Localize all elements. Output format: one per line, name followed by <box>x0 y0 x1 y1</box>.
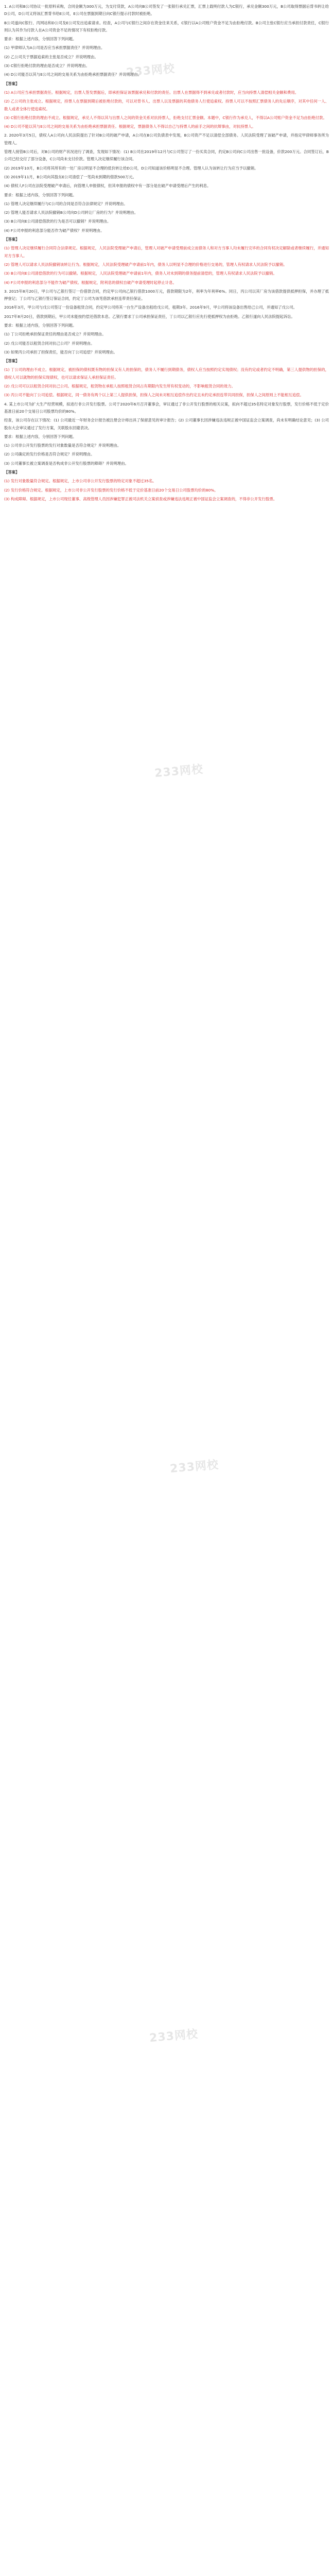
document-body <box>0 0 333 503</box>
watermark: 233网校 <box>169 1458 220 1476</box>
document-paragraph: (3) B公司向E公司清偿借款的行为是否可以撤销？并说明理由。 <box>4 219 111 224</box>
document-paragraph: (4) D公司不能以其与E公司之间的交易关系为由拒绝承担票据责任。根据规定，票据债务人不得以自己与持票人的前手之间的抗辩事由，对抗持票人。 <box>4 124 256 129</box>
document-paragraph: (1) 甲律师认为A公司是否应当承担票据责任？并说明理由。 <box>4 45 105 50</box>
document-paragraph: (3) 构成障碍。根据规定，上市公司现任董事、高级管理人员因涉嫌犯罪正被司法机关立案侦查或涉嫌违法违规正被中国证监会立案调查的，不得非公开发行股票。 <box>4 496 277 501</box>
document-paragraph: 2017年8月20日，借款到期后，甲公司未能按约偿还借款本息。乙银行要求丁公司承担保证责任，丁公司以乙银行应先行使抵押权为由拒绝。乙银行遂向人民法院提起诉讼。 <box>4 314 295 319</box>
document-paragraph: 2. 2020年3月5日，债权人A公司向人民法院提出了针对B公司的破产申请，A公司在B公司负债表中发现，B公司资产不足以清偿全部债务。人民法院受理了该破产申请，并指定甲律师事务所为管理人。 <box>4 133 329 145</box>
document-paragraph: (4) F公司申报的利息部分不能作为破产债权。根据规定，附利息的债权自破产申请受理时起停止计息。 <box>4 280 177 285</box>
document-paragraph: (3) 2019年11月，B公司向其股东E公司清偿了一笔尚未到期的借款500万元。 <box>4 174 137 179</box>
document-paragraph: (2) 管理人可以请求人民法院撤销该转让行为。根据规定，人民法院受理破产申请前1年内，债务人以明显不合理的价格进行交易的，管理人有权请求人民法院予以撤销。 <box>4 262 287 267</box>
document-paragraph: 经查，该公司存在以下情况：(1) 公司最近一年财务会计报告被注册会计师出具了保留意见的审计报告；(2) 公司董事长因涉嫌违法违规正被中国证监会立案调查，尚未有明确结论意见；(3) 公司股东大会审议通过了发行方案，关联股东回避表决。 <box>4 418 329 430</box>
document-paragraph: (4) 债权人F公司在法院受理破产申请后，向管理人申报债权，但其申报的债权中有一部分是在破产申请受理后产生的利息。 <box>4 183 211 189</box>
document-paragraph: (2) 管理人能否请求人民法院撤销B公司向D公司转让厂房的行为？并说明理由。 <box>4 210 138 215</box>
document-paragraph: 4. 某上市公司为扩大生产经营规模，拟进行非公开发行股票。公司于2020年6月召开董事会，审议通过了非公开发行股票的相关议案，拟向不超过35名特定对象发行股票，发行价格不低于定价基准日前20个交易日公司股票均价的80%。 <box>4 401 329 414</box>
document-paragraph: (2) 公司确定的发行价格是否符合规定？并说明理由。 <box>4 452 95 457</box>
document-paragraph: 【答案】 <box>4 81 20 86</box>
document-paragraph: (1) 管理人决定继续履行与C公司的合同是否符合法律规定？并说明理由。 <box>4 201 128 206</box>
document-paragraph: (2) 2019年10月，B公司将其所有的一处厂房以明显不合理的低价转让给D公司，D公司知道该价格明显不合理。管理人认为该转让行为应当予以撤销。 <box>4 165 258 171</box>
document-paragraph: 3. 2015年8月20日，甲公司与乙银行签订一份借款合同，约定甲公司向乙银行借款1000万元，借款期限为2年，利率为年利率6%。同日，丙公司以其厂房为该借款提供抵押担保，并办理了抵押登记；丁公司与乙银行签订保证合同，约定丁公司为该笔借款承担连带责任保证。 <box>4 289 329 301</box>
document-paragraph: (4) F公司申报的利息部分能否作为破产债权？并说明理由。 <box>4 228 104 233</box>
document-paragraph: (1) 管理人决定继续履行合同符合法律规定。根据规定，人民法院受理破产申请后，管理人对破产申请受理前成立而债务人和对方当事人均未履行完毕的合同有权决定解除或者继续履行，并通知对方当事人。 <box>4 246 329 258</box>
document-paragraph: 要求：根据上述内容，分别回答下列问题。 <box>4 434 77 439</box>
document-paragraph: B公司遂向C银行、丙网站和D公司及E公司发出追索请求。经查，A公司与C银行之间存在资金往来关系，C银行以A公司账户资金不足为由拒绝付款。B公司主张C银行应当承担付款责任，C银行则认为其作为付款人在A公司资金不足的情况下有权拒绝付款。 <box>4 20 329 32</box>
document-paragraph: 要求：根据上述内容，分别回答下列问题。 <box>4 323 77 328</box>
document-paragraph: (3) 公司董事长被立案调查是否构成非公开发行股票的障碍？并说明理由。 <box>4 461 129 466</box>
document-paragraph: (3) B公司向E公司清偿借款的行为可以撤销。根据规定，人民法院受理破产申请前1年内，债务人对未到期的债务提前清偿的，管理人有权请求人民法院予以撤销。 <box>4 271 277 276</box>
document-paragraph: 2016年3月，甲公司与戊公司签订一份设备租赁合同，约定甲公司将其一台生产设备出租给戊公司，租期3年。2016年9月，甲公司将该设备出售给己公司，并通知了戊公司。 <box>4 305 297 310</box>
document-paragraph: (3) 丙公司不能向丁公司追偿。根据规定，同一债务有两个以上第三人提供担保，担保人之间未对相互追偿作出约定且未约定承担连带共同担保，担保人之间原则上不能相互追偿。 <box>4 393 304 398</box>
watermark: 233网校 <box>149 2027 199 2045</box>
document-paragraph: 管理人接管B公司后，对B公司的财产状况进行了调查，发现如下情况：(1) B公司在2019年12月与C公司签订了一份买卖合同，约定B公司向C公司出售一批设备，价款200万元。合同签订后，B公司已经交付了部分设备，C公司尚未支付价款。管理人决定继续履行该合同。 <box>4 149 329 162</box>
document-paragraph: (2) 戊公司可以以租赁合同对抗己公司。根据规定，租赁物在承租人按照租赁合同占有期限内发生所有权变动的，不影响租赁合同的效力。 <box>4 384 235 389</box>
document-paragraph: (2) 乙公司的主张成立。根据规定，持票人在票据到期后被拒绝付款的，可以对背书人、出票人以及票据的其他债务人行使追索权。持票人可以不按照汇票债务人的先后顺序，对其中任何一人、数人或者全体行使追索权。 <box>4 99 329 111</box>
document-paragraph: (1) 丁公司拒绝承担保证责任的理由是否成立？并说明理由。 <box>4 332 106 337</box>
document-paragraph: (2) 发行价格符合规定。根据规定，上市公司非公开发行股票的发行价格不低于定价基准日前20个交易日公司股票均价的80%。 <box>4 487 218 493</box>
document-paragraph: 【答案】 <box>4 470 20 475</box>
document-paragraph: 要求：根据上述内容，分别回答下列问题。 <box>4 37 77 42</box>
document-paragraph: (4) D公司能否以其与E公司之间的交易关系为由拒绝承担票据责任？并说明理由。 <box>4 72 142 77</box>
document-paragraph: (1) A公司应当承担票据责任。根据规定，出票人签发票据后，即承担保证该票据承兑和付款的责任。出票人在票据得不到承兑或者付款时，应当向持票人清偿相关金额和费用。 <box>4 90 299 95</box>
watermark: 233网校 <box>126 62 176 80</box>
document-paragraph: (3) C银行拒绝付款的理由是否成立？并说明理由。 <box>4 63 90 69</box>
document-paragraph: (1) 公司非公开发行股票的发行对象数量是否符合规定？并说明理由。 <box>4 443 121 448</box>
document-paragraph: (2) 乙公司关于票据追索的主张是否成立？并说明理由。 <box>4 54 98 59</box>
document-paragraph: 1. A公司和B公司协议一批原料采购，合同金额为300万元，为支付货款，A公司向B公司签发了一张银行承兑汇票，汇票上载明付款人为C银行，承兑金额300万元，B公司取得票据后背书转让给D公司，D公司又将该汇票背书给E公司，E公司在票据到期日向C银行提示付款时被拒绝。 <box>4 4 329 16</box>
document-paragraph: (1) 发行对象数量符合规定。根据规定，上市公司非公开发行股票的特定对象不超过35名。 <box>4 479 156 484</box>
document-paragraph: (2) 戊公司能否以租赁合同对抗己公司？并说明理由。 <box>4 341 95 346</box>
document-paragraph: 【答案】 <box>4 237 20 242</box>
document-paragraph: 【答案】 <box>4 359 20 364</box>
watermark: 233网校 <box>154 762 204 781</box>
document-paragraph: (3) 如果丙公司承担了担保责任，能否向丁公司追偿？并说明理由。 <box>4 349 117 354</box>
document-paragraph: (3) C银行拒绝付款的理由不成立。根据规定，承兑人不得以其与出票人之间的资金关系对抗持票人，拒绝支付汇票金额。本题中，C银行作为承兑人，不得以A公司账户资金不足为由拒绝付款。 <box>4 115 327 120</box>
document-paragraph: (1) 丁公司的理由不成立。根据规定，被担保的债权既有物的担保又有人的担保的，债务人不履行到期债务，债权人应当按照约定实现债权；没有约定或者约定不明确，第三人提供物的担保的，债权人可以就物的担保实现债权，也可以请求保证人承担保证责任。 <box>4 367 329 380</box>
document-paragraph: 要求：根据上述内容，分别回答下列问题。 <box>4 192 77 197</box>
